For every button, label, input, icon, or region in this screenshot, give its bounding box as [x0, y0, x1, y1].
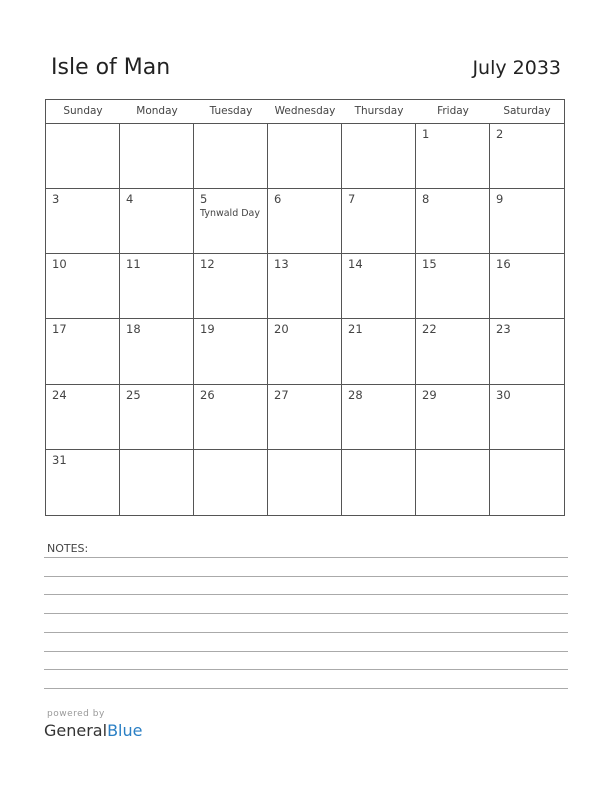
day-cell	[416, 254, 490, 319]
brand-general-text: General	[44, 721, 108, 740]
day-number: 25	[126, 387, 141, 402]
day-cell	[416, 319, 490, 384]
note-line	[44, 594, 568, 595]
day-cell	[194, 450, 268, 515]
day-number: 20	[274, 322, 289, 337]
weekday-sunday: Sunday	[63, 105, 103, 117]
day-number: 7	[348, 192, 356, 207]
powered-by-label: powered by	[47, 709, 105, 719]
day-number: 16	[496, 257, 511, 272]
day-cell	[46, 254, 120, 319]
weekday-friday: Friday	[437, 105, 469, 117]
day-cell	[194, 124, 268, 189]
day-cell	[490, 189, 564, 254]
day-number: 24	[52, 387, 67, 402]
day-cell	[342, 450, 416, 515]
day-cell	[268, 254, 342, 319]
month-year-label: July 2033	[472, 57, 561, 79]
day-cell	[342, 385, 416, 450]
day-cell	[268, 385, 342, 450]
day-number: 6	[274, 192, 282, 207]
notes-label: NOTES:	[47, 542, 89, 555]
calendar-grid	[45, 99, 565, 516]
day-number: 8	[422, 192, 430, 207]
day-cell	[194, 189, 268, 254]
note-line	[44, 613, 568, 614]
day-cell	[490, 254, 564, 319]
day-cell	[120, 450, 194, 515]
day-cell	[46, 319, 120, 384]
day-number: 28	[348, 387, 363, 402]
note-line	[44, 576, 568, 577]
note-line	[44, 651, 568, 652]
day-cell	[416, 189, 490, 254]
note-line	[44, 669, 568, 670]
day-number: 15	[422, 257, 437, 272]
day-number: 19	[200, 322, 215, 337]
day-cell	[46, 450, 120, 515]
day-cell	[120, 385, 194, 450]
brand-blue-text: Blue	[107, 721, 143, 740]
holiday-label: Tynwald Day	[200, 208, 261, 220]
day-number: 12	[200, 257, 215, 272]
day-cell	[416, 124, 490, 189]
day-cell	[46, 189, 120, 254]
day-cell	[490, 319, 564, 384]
day-number: 23	[496, 322, 511, 337]
day-number: 9	[496, 192, 504, 207]
day-cell	[268, 124, 342, 189]
day-number: 2	[496, 127, 504, 141]
day-cell	[490, 450, 564, 515]
day-cell	[194, 319, 268, 384]
day-number: 27	[274, 387, 289, 402]
day-cell	[342, 254, 416, 319]
weekday-thursday: Thursday	[354, 105, 404, 117]
weekday-header-row	[46, 100, 564, 124]
day-cell	[120, 319, 194, 384]
day-cell	[342, 319, 416, 384]
day-number: 1	[422, 127, 430, 141]
day-cell	[120, 254, 194, 319]
weekday-tuesday: Tuesday	[209, 105, 253, 117]
day-cell	[120, 189, 194, 254]
brand-logo	[44, 721, 142, 740]
weekday-monday: Monday	[136, 105, 178, 117]
day-cell	[342, 189, 416, 254]
day-number: 31	[52, 452, 67, 467]
day-cell	[490, 124, 564, 189]
day-number: 22	[422, 322, 437, 337]
day-cell	[416, 450, 490, 515]
day-number: 10	[52, 257, 67, 272]
day-number: 26	[200, 387, 215, 402]
day-number: 13	[274, 257, 289, 272]
day-number: 18	[126, 322, 141, 337]
day-cell	[268, 450, 342, 515]
day-cells	[46, 124, 564, 515]
day-cell	[268, 189, 342, 254]
day-number: 5	[200, 192, 208, 207]
day-cell	[46, 385, 120, 450]
day-cell	[46, 124, 120, 189]
note-line	[44, 557, 568, 558]
day-number: 4	[126, 192, 134, 207]
day-cell	[120, 124, 194, 189]
day-cell	[268, 319, 342, 384]
weekday-wednesday: Wednesday	[274, 105, 336, 117]
note-line	[44, 632, 568, 633]
day-cell	[342, 124, 416, 189]
day-number: 3	[52, 192, 60, 207]
note-line	[44, 688, 568, 689]
day-number: 17	[52, 322, 67, 337]
day-cell	[194, 385, 268, 450]
day-number: 29	[422, 387, 437, 402]
day-cell	[490, 385, 564, 450]
day-number: 30	[496, 387, 511, 402]
weekday-saturday: Saturday	[503, 105, 551, 117]
day-cell	[416, 385, 490, 450]
day-number: 14	[348, 257, 363, 272]
page-title: Isle of Man	[51, 55, 171, 80]
day-number: 11	[126, 257, 141, 272]
day-number: 21	[348, 322, 363, 337]
day-cell	[194, 254, 268, 319]
